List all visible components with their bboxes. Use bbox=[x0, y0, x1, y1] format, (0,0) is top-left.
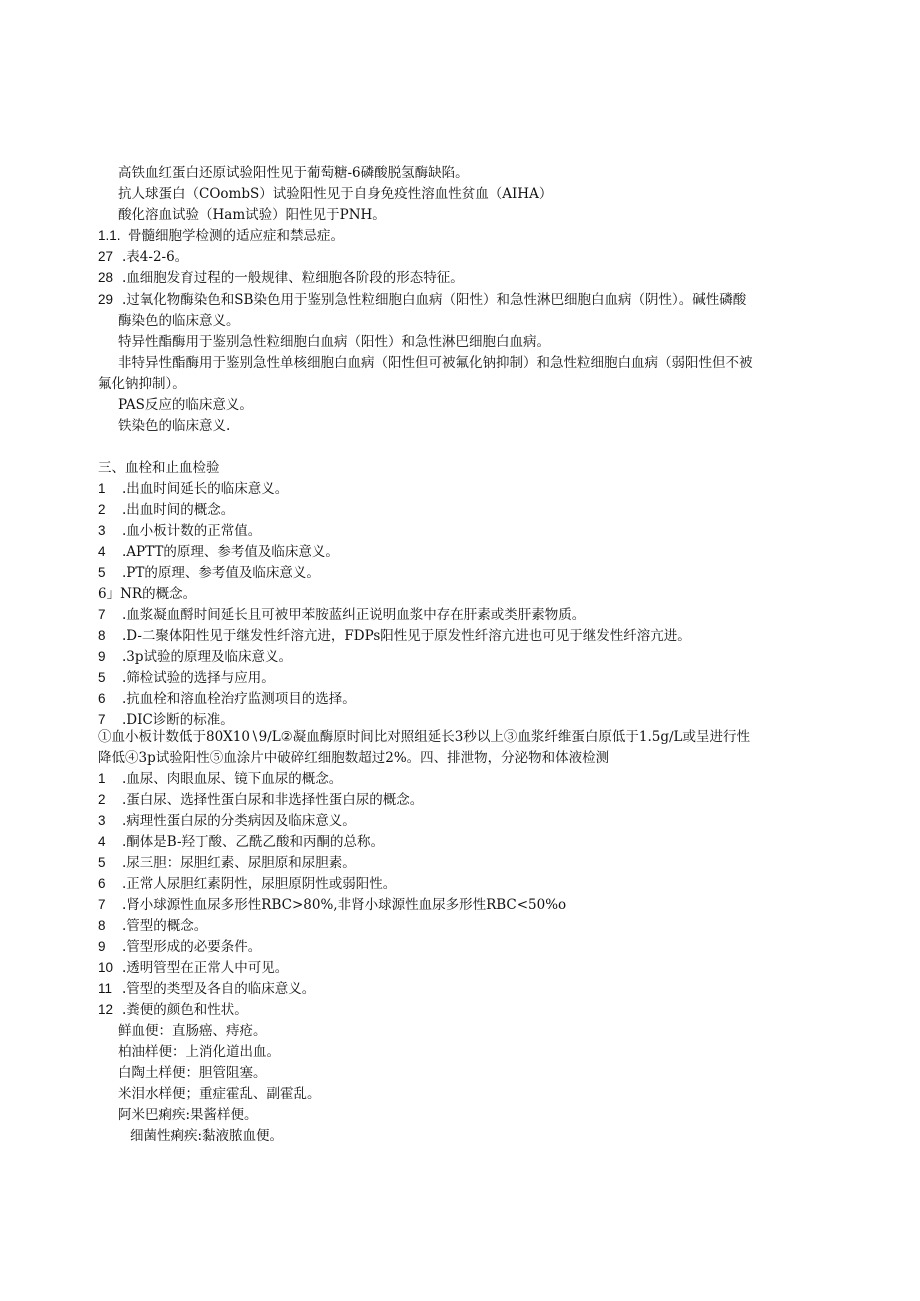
line-text: .PT的原理、参考值及临床意义。 bbox=[122, 565, 320, 581]
item-number: 10 bbox=[98, 960, 114, 975]
line-text: .血尿、肉眼血尿、镜下血尿的概念。 bbox=[122, 771, 343, 787]
text-line bbox=[118, 311, 823, 332]
line-text: 特异性酯酶用于鉴别急性粒细胞白血病（阳性）和急性淋巴细胞白血病。 bbox=[118, 334, 550, 350]
text-line bbox=[98, 374, 826, 395]
line-text: .过氧化物酶染色和SB染色用于鉴别急性粒细胞白血病（阳性）和急性淋巴细胞白血病（阴性）。碱性磷酸 bbox=[122, 292, 747, 308]
line-text: 铁染色的临床意义. bbox=[118, 418, 231, 434]
text-line bbox=[98, 832, 826, 853]
item-number: 5 bbox=[98, 670, 106, 685]
item-number: 7 bbox=[98, 712, 106, 727]
line-text: PAS反应的临床意义。 bbox=[118, 397, 253, 413]
item-number: 2 bbox=[98, 502, 106, 517]
line-text: 6」NR的概念。 bbox=[98, 586, 197, 602]
line-text: 三、血栓和止血检验 bbox=[98, 460, 220, 476]
item-number: 6 bbox=[98, 876, 106, 891]
line-text: 细菌性痢疾:黏液脓血便。 bbox=[130, 1128, 284, 1144]
text-line bbox=[98, 247, 826, 268]
item-number: 12 bbox=[98, 1002, 114, 1017]
text-line bbox=[118, 416, 823, 437]
text-line bbox=[98, 226, 826, 247]
text-line bbox=[98, 790, 826, 811]
line-text: .表4-2-6。 bbox=[122, 249, 189, 265]
line-text: .APTT的原理、参考值及临床意义。 bbox=[122, 544, 339, 560]
text-line bbox=[118, 395, 823, 416]
text-line bbox=[98, 811, 826, 832]
line-text: 白陶土样便：胆管阻塞。 bbox=[118, 1065, 267, 1081]
line-text: ①血小板计数低于80X10∖9∕L②凝血酶原时间比对照组延长3秒以上③血浆纤维蛋白原低于1.5g∕L或呈进行性 bbox=[98, 729, 750, 745]
item-number: 11 bbox=[98, 981, 113, 996]
line-text: 高铁血红蛋白还原试验阳性见于葡萄糖-6磷酸脱氢酶缺陷。 bbox=[118, 165, 469, 181]
text-line bbox=[98, 605, 826, 626]
line-text: .血小板计数的正常值。 bbox=[122, 523, 262, 539]
text-line bbox=[98, 500, 826, 521]
item-number: 7 bbox=[98, 607, 106, 622]
line-text: 鲜血便：直肠癌、痔疮。 bbox=[118, 1023, 267, 1039]
line-text: .血细胞发育过程的一般规律、粒细胞各阶段的形态特征。 bbox=[122, 270, 464, 286]
line-text: .筛检试验的选择与应用。 bbox=[122, 670, 275, 686]
item-number: 29 bbox=[98, 292, 114, 307]
text-line bbox=[130, 1126, 820, 1147]
line-text: .透明管型在正常人中可见。 bbox=[122, 960, 289, 976]
line-text: .管型形成的必要条件。 bbox=[122, 939, 262, 955]
line-text: 酸化溶血试验（Ham试验）阳性见于PNH。 bbox=[118, 207, 386, 223]
line-text: .管型的类型及各自的临床意义。 bbox=[122, 981, 316, 997]
line-text: .酮体是B-羟丁酸、乙酰乙酸和丙酮的总称。 bbox=[122, 834, 385, 850]
item-number: 9 bbox=[98, 649, 106, 664]
line-text: .DIC诊断的标准。 bbox=[122, 712, 234, 728]
line-text: 骨髓细胞学检测的适应症和禁忌症。 bbox=[128, 228, 344, 244]
line-text: 酶染色的临床意义。 bbox=[118, 313, 240, 329]
text-line bbox=[118, 1042, 823, 1063]
line-text: .正常人尿胆红素阴性，尿胆原阴性或弱阳性。 bbox=[122, 876, 397, 892]
line-text: .管型的概念。 bbox=[122, 918, 208, 934]
text-line bbox=[98, 647, 826, 668]
line-text: .尿三胆：尿胆红素、尿胆原和尿胆素。 bbox=[122, 855, 356, 871]
line-text: .血浆凝血酹时间延长且可被甲苯胺蓝纠正说明血浆中存在肝素或类肝素物质。 bbox=[122, 607, 586, 623]
text-line bbox=[118, 332, 823, 353]
item-number: 4 bbox=[98, 544, 106, 559]
item-number: 8 bbox=[98, 918, 106, 933]
text-line bbox=[98, 1000, 826, 1021]
item-number: 27 bbox=[98, 249, 114, 264]
item-number: 4 bbox=[98, 834, 106, 849]
text-line bbox=[98, 979, 826, 1000]
text-line bbox=[118, 163, 823, 184]
line-text: .出血时间延长的临床意义。 bbox=[122, 481, 289, 497]
item-number: 5 bbox=[98, 565, 106, 580]
text-line bbox=[98, 268, 826, 289]
line-text: .出血时间的概念。 bbox=[122, 502, 235, 518]
text-line bbox=[98, 748, 826, 769]
text-line bbox=[98, 458, 826, 479]
line-text: 抗人球蛋白（COombS）试验阳性见于自身免疫性溶血性贫血（AIHA） bbox=[118, 186, 553, 202]
line-text: .3p试验的原理及临床意义。 bbox=[122, 649, 293, 665]
text-line bbox=[118, 1063, 823, 1084]
line-text: 非特异性酯酶用于鉴别急性单核细胞白血病（阳性但可被氟化钠抑制）和急性粒细胞白血病（弱阳性但不被 bbox=[118, 355, 753, 371]
line-text: 降低④3p试验阳性⑤血涂片中破碎红细胞数超过2%。四、排泄物，分泌物和体液检测 bbox=[98, 750, 610, 766]
text-line bbox=[118, 1021, 823, 1042]
text-line bbox=[98, 916, 826, 937]
item-number: 6 bbox=[98, 691, 106, 706]
text-line bbox=[98, 626, 826, 647]
item-number: 7 bbox=[98, 897, 106, 912]
text-line bbox=[98, 853, 826, 874]
line-text: .抗血栓和溶血栓治疗监测项目的选择。 bbox=[122, 691, 356, 707]
line-text: 阿米巴痢疾:果酱样便。 bbox=[118, 1107, 258, 1123]
text-line bbox=[118, 205, 823, 226]
text-line bbox=[98, 895, 826, 916]
text-line bbox=[118, 1105, 823, 1126]
text-line bbox=[98, 290, 826, 311]
text-line bbox=[98, 584, 826, 605]
line-text: 柏油样便：上消化道出血。 bbox=[118, 1044, 280, 1060]
text-line bbox=[98, 874, 826, 895]
text-line bbox=[98, 937, 826, 958]
item-number: 5 bbox=[98, 855, 106, 870]
text-line bbox=[98, 542, 826, 563]
line-text: .蛋白尿、选择性蛋白尿和非选择性蛋白尿的概念。 bbox=[122, 792, 424, 808]
item-number: 1.1. bbox=[98, 228, 121, 243]
item-number: 3 bbox=[98, 523, 106, 538]
text-line bbox=[118, 353, 823, 374]
line-text: 氟化钠抑制）。 bbox=[98, 376, 186, 392]
item-number: 1 bbox=[98, 771, 106, 786]
text-line bbox=[98, 563, 826, 584]
line-text: 米泪水样便；重症霍乱、副霍乱。 bbox=[118, 1086, 321, 1102]
item-number: 3 bbox=[98, 813, 106, 828]
item-number: 2 bbox=[98, 792, 106, 807]
text-line bbox=[98, 769, 826, 790]
item-number: 9 bbox=[98, 939, 106, 954]
line-text: .肾小球源性血尿多形性RBC>80%,非肾小球源性血尿多形性RBC<50%o bbox=[122, 897, 567, 913]
text-line bbox=[98, 479, 826, 500]
text-line bbox=[98, 668, 826, 689]
item-number: 1 bbox=[98, 481, 106, 496]
line-text: .D-二聚体阳性见于继发性纤溶亢进，FDPs阳性见于原发性纤溶亢进也可见于继发性纤溶亢进。 bbox=[122, 628, 691, 644]
line-text: .病理性蛋白尿的分类病因及临床意义。 bbox=[122, 813, 356, 829]
text-line bbox=[98, 521, 826, 542]
text-line bbox=[98, 958, 826, 979]
text-line bbox=[98, 689, 826, 710]
item-number: 8 bbox=[98, 628, 106, 643]
text-line bbox=[98, 727, 826, 748]
text-line bbox=[118, 184, 823, 205]
item-number: 28 bbox=[98, 270, 114, 285]
text-line bbox=[118, 1084, 823, 1105]
line-text: .粪便的颜色和性状。 bbox=[122, 1002, 248, 1018]
